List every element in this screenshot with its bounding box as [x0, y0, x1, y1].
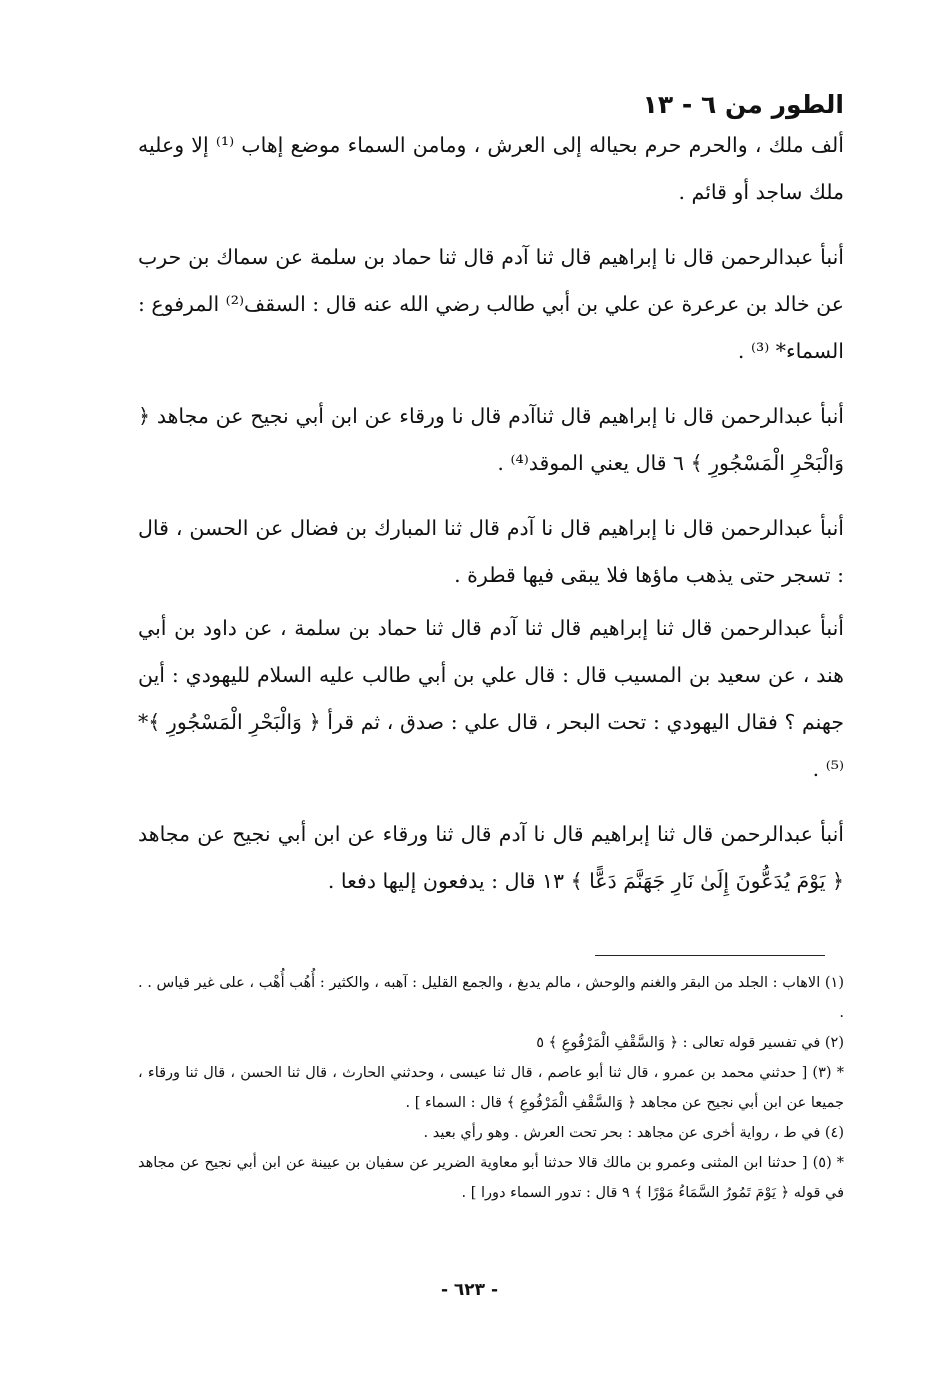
paragraph: أنبأ عبدالرحمن قال ثنا إبراهيم قال نا آدم قال ثنا ورقاء عن ابن أبي نجيح عن مجاهد ﴿ يَوْمَ يُدَعُّونَ إِلَىٰ نَارِ جَهَنَّمَ دَعًّا ﴾ ١٣ قال : يدفعون إليها دفعا . [138, 822, 844, 893]
paragraph: أنبأ عبدالرحمن قال نا إبراهيم قال ثنا آدم قال ثنا حماد بن سلمة عن سماك بن حرب عن خالد بن عرعرة عن علي بن أبي طالب رضي الله عنه قال : السقف⁽²⁾ المرفوع : السماء* ⁽³⁾ . [138, 245, 845, 363]
footnote: (٤) في ط ، رواية أخرى عن مجاهد : بحر تحت العرش . وهو رأي بعيد . [423, 1125, 844, 1141]
footnote: * (٣) [ حدثني محمد بن عمرو ، قال ثنا أبو عاصم ، قال ثنا عيسى ، وحدثني الحارث ، قال ثنا الحسن ، قال ثنا ورقاء ، جميعا عن ابن أبي نجيح عن مجاهد ﴿ وَالسَّقْفِ الْمَرْفُوعِ ﴾ قال : السماء ] . [138, 1065, 844, 1111]
paragraph: ألف ملك ، والحرم حرم بحياله إلى العرش ، ومامن السماء موضع إهاب ⁽¹⁾ إلا وعليه ملك ساجد أو قائم . [138, 133, 844, 204]
footnote-divider [595, 955, 825, 956]
page-number: - ٦٢٣ - [440, 1280, 499, 1300]
page-body [138, 88, 844, 905]
paragraph: أنبأ عبدالرحمن قال نا إبراهيم قال نا آدم قال ثنا المبارك بن فضال عن الحسن ، قال : تسجر حتى يذهب ماؤها فلا يبقى فيها قطرة . [138, 516, 844, 587]
footnote: * (٥) [ حدثنا ابن المثنى وعمرو بن مالك قالا حدثنا أبو معاوية الضرير عن سفيان بن عيينة عن ابن أبي نجيح عن مجاهد في قوله ﴿ يَوْمَ تَمُورُ السَّمَاءُ مَوْرًا ﴾ ٩ قال : تدور السماء دورا ] . [138, 1155, 844, 1201]
page-title: الطور من ٦ - ١٣ [642, 90, 844, 119]
paragraph: أنبأ عبدالرحمن قال نا إبراهيم قال ثناآدم قال نا ورقاء عن ابن أبي نجيح عن مجاهد ﴿ وَالْبَحْرِ الْمَسْجُورِ ﴾ ٦ قال يعني الموقد⁽⁴⁾ . [138, 404, 844, 475]
paragraph: أنبأ عبدالرحمن قال ثنا إبراهيم قال ثنا آدم قال ثنا حماد بن سلمة ، عن داود بن أبي هند ، عن سعيد بن المسيب قال : قال علي بن أبي طالب عليه السلام لليهودي : أين جهنم ؟ فقال اليهودي : تحت البحر ، قال علي : صدق ، ثم قرأ ﴿ وَالْبَحْرِ الْمَسْجُورِ ﴾* ⁽⁵⁾ . [138, 616, 844, 781]
footnote: (١) الاهاب : الجلد من البقر والغنم والوحش ، مالم يدبغ ، والجمع القليل : آهبه ، والكثير : أُهُب أُهْب ، على غير قياس . . . [138, 975, 844, 1021]
footnote: (٢) في تفسير قوله تعالى : ﴿ وَالسَّقْفِ الْمَرْفُوعِ ﴾ ٥ [536, 1035, 844, 1051]
footnotes-section [138, 968, 844, 1208]
